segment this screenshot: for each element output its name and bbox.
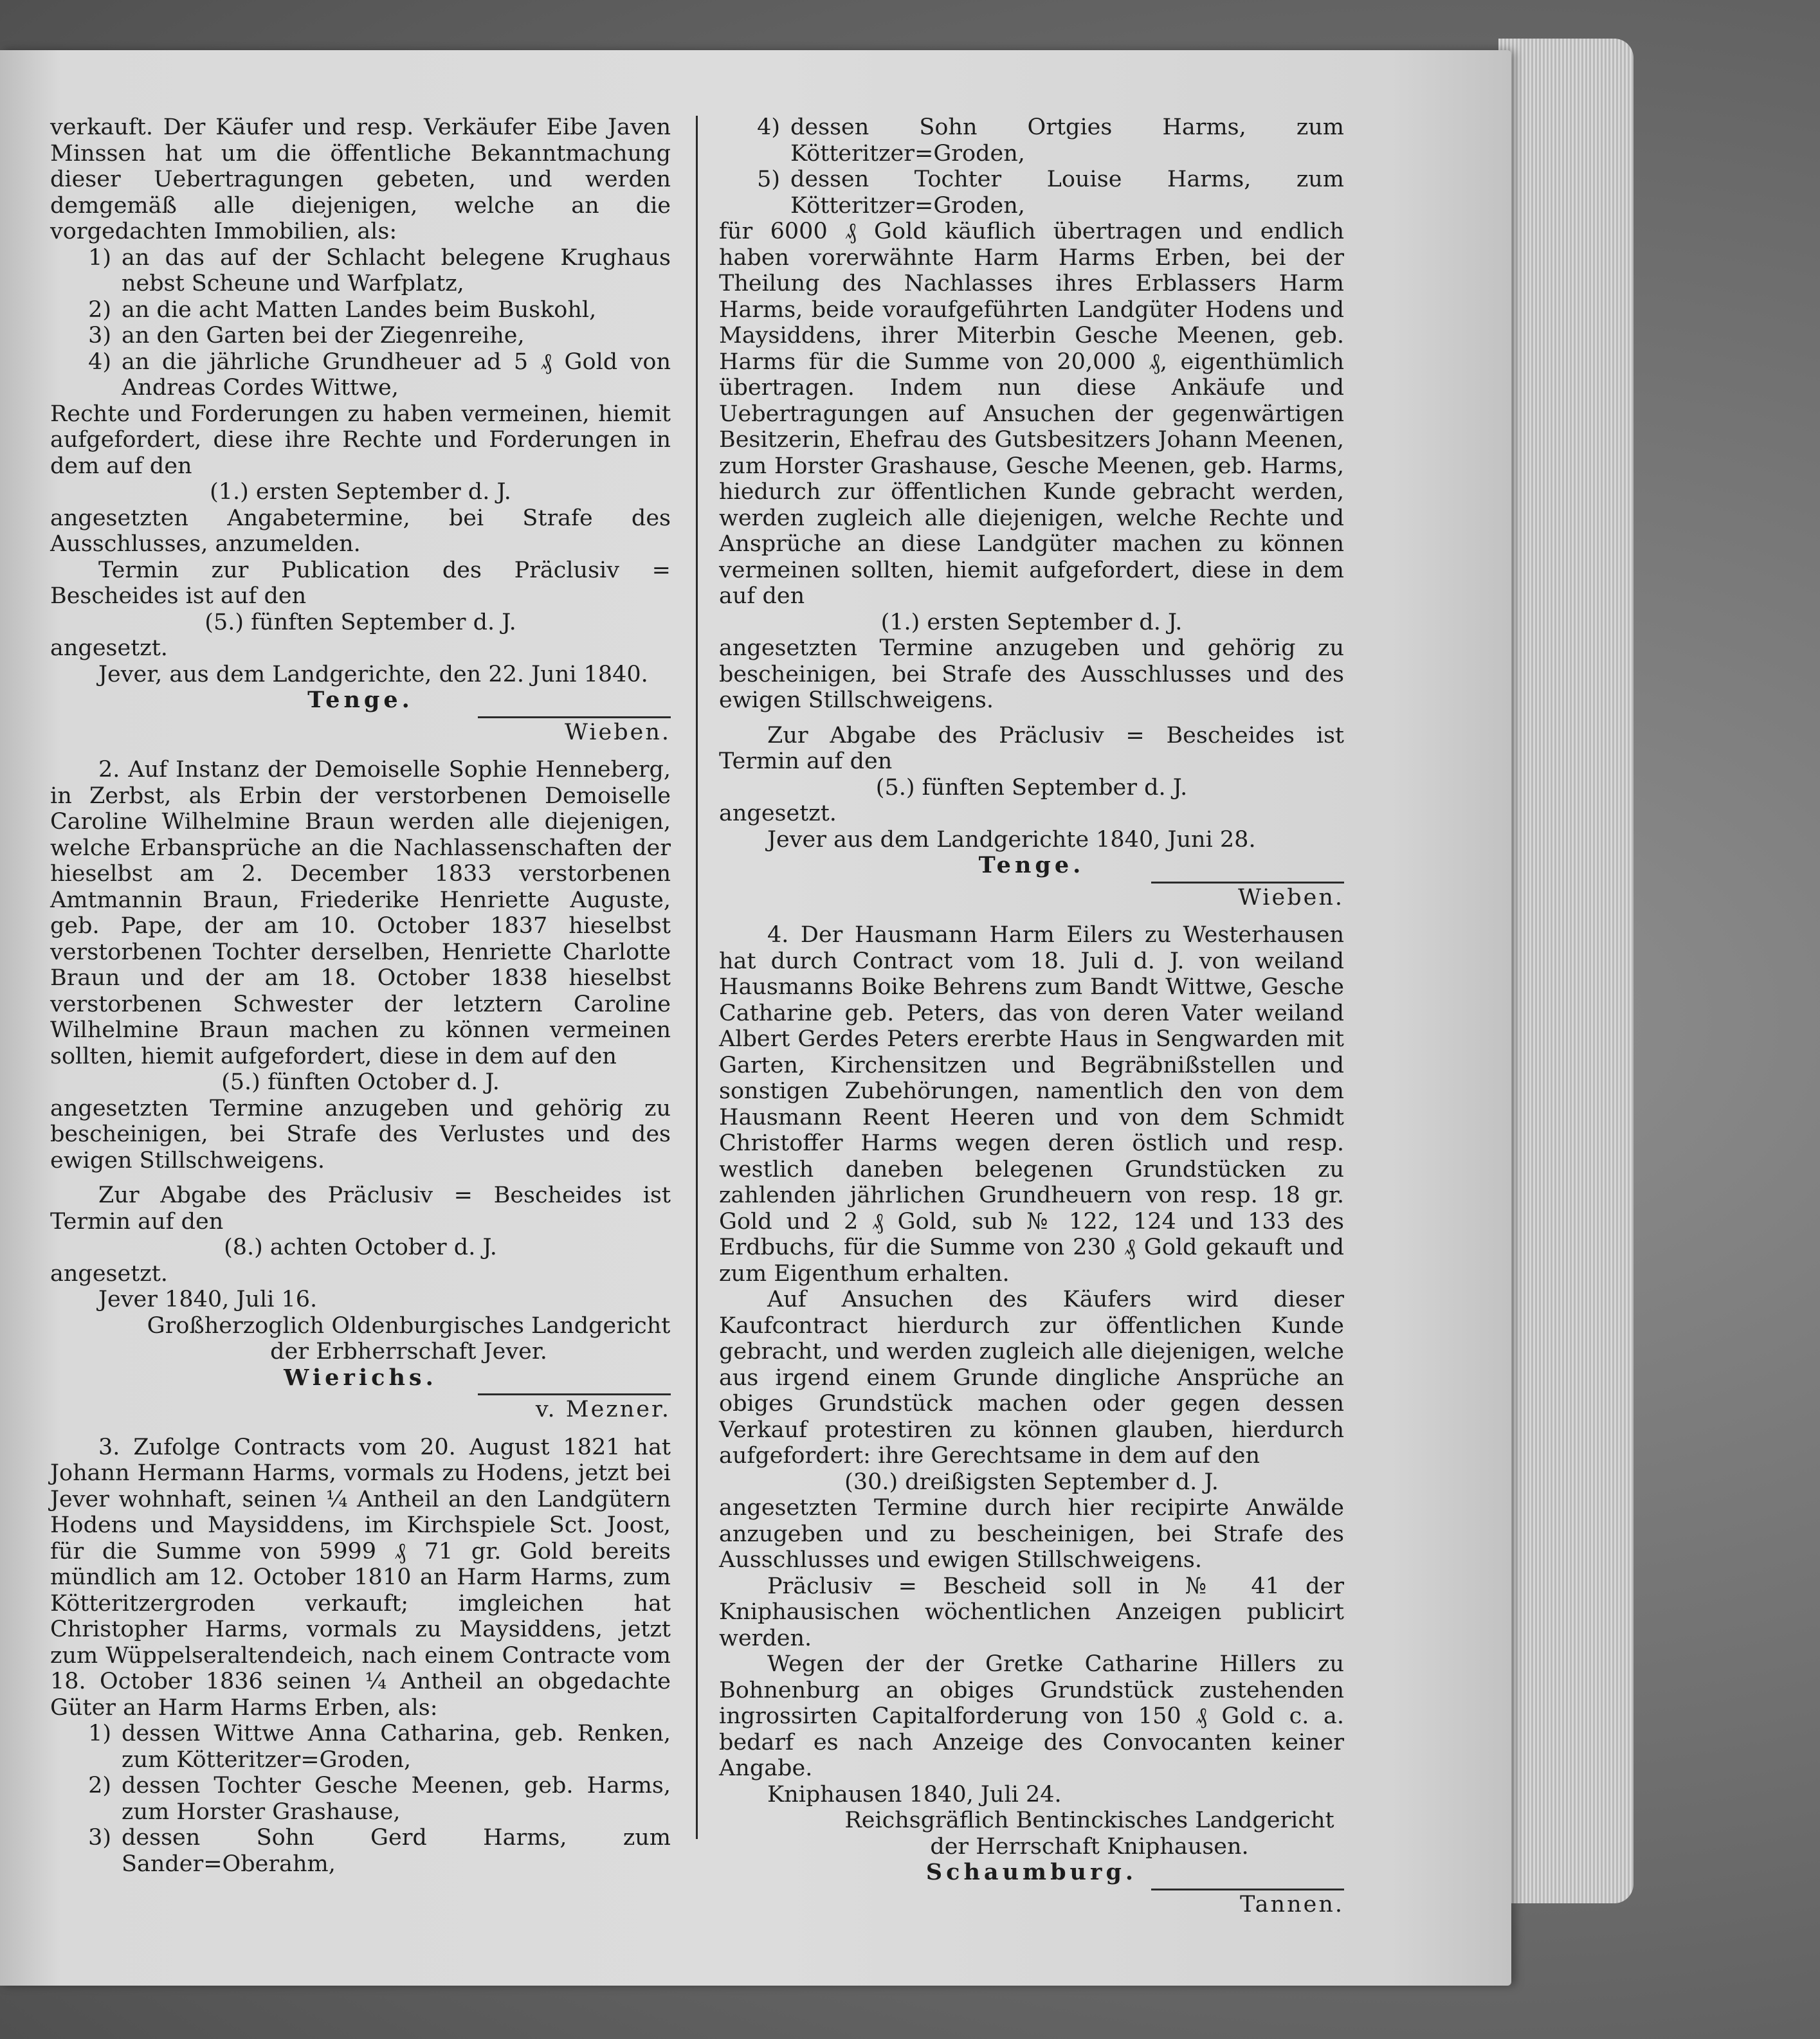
- left-paragraph-7: Zur Abgabe des Präclusiv = Bescheides ist Termin auf den: [50, 1183, 671, 1235]
- list-item: 3) an den Garten bei der Ziegenreihe,: [88, 323, 525, 349]
- signature: Tenge.: [978, 852, 1085, 878]
- newspaper-page: [0, 50, 1511, 1986]
- right-paragraph-6: angesetzten Termine durch hier recipirte Anwälde anzugeben und zu bescheinigen, bei Strafe des Ausschlusses und ewigen Stillschweigens.: [719, 1495, 1344, 1573]
- signature-rule: [478, 716, 671, 718]
- deadline-date: (5.) fünften October d. J.: [221, 1069, 500, 1095]
- right-column: [719, 114, 1344, 1917]
- notice-2: 2. Auf Instanz der Demoiselle Sophie Henneberg, in Zerbst, als Erbin der verstorbenen Demoiselle Caroline Wilhelmine Braun werden alle diejenigen, welche Erbansprüche an die Nachlassenschaften der hieselbst am 2. December 1833 verstorbenen Amtmannin Braun, Friederike Henriette Auguste, geb. Pape, der am 10. October 1837 hieselbst verstorbenen Tochter derselben, Henriette Charlotte Braun und der am 18. October 1838 hieselbst verstorbenen Schwester der letztern Caroline Wilhelmine Braun machen zu können vermeinen sollten, hiemit aufgefordert, diese in dem auf den: [50, 757, 671, 1069]
- left-paragraph-6: angesetzten Termine anzugeben und gehörig zu bescheinigen, bei Strafe des Verlustes und des ewigen Stillschweigens.: [50, 1095, 671, 1174]
- place-date-line: Jever aus dem Landgerichte 1840, Juni 28.: [767, 826, 1256, 853]
- signature-rule: [1151, 882, 1344, 884]
- signature: Wieben.: [1237, 884, 1344, 911]
- court-name: Reichsgräflich Bentinckisches Landgericht der Herrschaft Kniphausen.: [844, 1808, 1334, 1860]
- right-paragraph-5: Auf Ansuchen des Käufers wird dieser Kaufcontract hierdurch zur öffentlichen Kunde gebracht, und werden zugleich alle diejenigen, welche aus irgend einem Grunde dingliche Ansprüche an obiges Grundstück machen oder gegen dessen Verkauf protestiren zu können glauben, hierdurch aufgefordert: ihre Gerechtsame in dem auf den: [719, 1287, 1344, 1469]
- right-paragraph-8: Wegen der der Gretke Catharine Hillers zu Bohnenburg an obiges Grundstück zustehenden ingrossirten Capitalforderung von 150 ₰ Gold c. a. bedarf es nach Anzeige des Convocanten keiner Angabe.: [719, 1651, 1344, 1781]
- signature-rule: [478, 1393, 671, 1395]
- left-column: [50, 114, 671, 1877]
- column-divider: [696, 116, 698, 1839]
- signature: Schaumburg.: [925, 1859, 1138, 1885]
- list-item: 1) dessen Wittwe Anna Catharina, geb. Renken, zum Kötteritzer=Groden,: [88, 1721, 671, 1773]
- list-item: 1) an das auf der Schlacht belegene Krughaus nebst Scheune und Warfplatz,: [88, 244, 671, 296]
- signature: Tenge.: [307, 687, 414, 713]
- court-name: Großherzoglich Oldenburgisches Landgericht der Erbherrschaft Jever.: [147, 1312, 671, 1364]
- deadline-date: (5.) fünften September d. J.: [875, 774, 1188, 801]
- deadline-date: (1.) ersten September d. J.: [880, 609, 1183, 635]
- left-paragraph-4: Termin zur Publication des Präclusiv = Bescheides ist auf den: [50, 557, 671, 609]
- deadline-date: (1.) ersten September d. J.: [210, 479, 511, 505]
- signature: Wierichs.: [284, 1364, 437, 1391]
- deadline-date: (5.) fünften September d. J.: [205, 609, 516, 635]
- signature: Tannen.: [1240, 1891, 1344, 1917]
- place-date-line: Jever 1840, Juli 16.: [98, 1287, 318, 1312]
- list-item: 4) an die jährliche Grundheuer ad 5 ₰ Gold von Andreas Cordes Wittwe,: [88, 349, 671, 401]
- list-item: 3) dessen Sohn Gerd Harms, zum Sander=Oberahm,: [88, 1825, 671, 1877]
- left-paragraph-2: Rechte und Forderungen zu haben vermeinen, hiemit aufgefordert, diese ihre Rechte und Forderungen in dem auf den: [50, 401, 671, 479]
- book-page-edges: [1498, 39, 1633, 1903]
- deadline-date: (8.) achten October d. J.: [224, 1235, 497, 1260]
- list-item: 4) dessen Sohn Ortgies Harms, zum Kötteritzer=Groden,: [757, 114, 1344, 167]
- list-item: 2) an die acht Matten Landes beim Buskohl,: [88, 296, 597, 323]
- list-item: 2) dessen Tochter Gesche Meenen, geb. Harms, zum Horster Grashause,: [88, 1773, 671, 1825]
- place-date-line: Jever, aus dem Landgerichte, den 22. Juni 1840.: [98, 661, 648, 687]
- right-paragraph-4: angesetzt.: [719, 801, 837, 826]
- right-paragraph-1: für 6000 ₰ Gold käuflich übertragen und endlich haben vorerwähnte Harm Harms Erben, bei der Theilung des Nachlasses ihres Erblassers Harm Harms, beide voraufgeführten Landgüter Hodens und Maysiddens, ihrer Miterbin Gesche Meenen, geb. Harms für die Summe von 20,000 ₰, eigenthümlich übertragen. Indem nun diese Ankäufe und Uebertragungen auf Ansuchen der gegenwärtigen Besitzerin, Ehefrau des Gutsbesitzers Johann Meenen, zum Horster Grashause, Gesche Meenen, geb. Harms, hiedurch zur öffentlichen Kunde gebracht werden, werden zugleich alle diejenigen, welche Rechte und Ansprüche an diese Landgüter machen zu können vermeinen sollten, hiemit aufgefordert, diese in dem auf den: [719, 219, 1344, 609]
- left-paragraph-1: verkauft. Der Käufer und resp. Verkäufer Eibe Javen Minssen hat um die öffentliche Bekanntmachung dieser Uebertragungen gebeten, und werden demgemäß alle diejenigen, welche an die vorgedachten Immobilien, als:: [50, 114, 671, 244]
- left-paragraph-3: angesetzten Angabetermine, bei Strafe des Ausschlusses, anzumelden.: [50, 505, 671, 557]
- signature-rule: [1151, 1889, 1344, 1890]
- notice-3: 3. Zufolge Contracts vom 20. August 1821 hat Johann Hermann Harms, vormals zu Hodens, jetzt bei Jever wohnhaft, seinen ¼ Antheil an den Landgütern Hodens und Maysiddens, im Kirchspiele Sct. Joost, für die Summe von 5999 ₰ 71 gr. Gold bereits mündlich am 12. October 1810 an Harm Harms, zum Kötteritzergroden verkauft; imgleichen hat Christopher Harms, vormals zu Maysiddens, jetzt zum Wüppelseraltendeich, nach einem Contracte vom 18. October 1836 seinen ¼ Antheil an obgedachte Güter an Harm Harms Erben, als:: [50, 1434, 671, 1721]
- place-date-line: Kniphausen 1840, Juli 24.: [767, 1781, 1062, 1808]
- right-paragraph-3: Zur Abgabe des Präclusiv = Bescheides ist Termin auf den: [719, 722, 1344, 774]
- signature: v. Mezner.: [535, 1397, 671, 1422]
- deadline-date: (30.) dreißigsten September d. J.: [844, 1469, 1219, 1495]
- left-paragraph-8: angesetzt.: [50, 1260, 168, 1287]
- left-paragraph-5: angesetzt.: [50, 635, 168, 661]
- right-paragraph-2: angesetzten Termine anzugeben und gehörig zu bescheinigen, bei Strafe des Ausschlusses und des ewigen Stillschweigens.: [719, 635, 1344, 713]
- signature: Wieben.: [564, 719, 671, 745]
- right-paragraph-7: Präclusiv = Bescheid soll in № 41 der Kniphausischen wöchentlichen Anzeigen publicirt werden.: [719, 1573, 1344, 1651]
- notice-4: 4. Der Hausmann Harm Eilers zu Westerhausen hat durch Contract vom 18. Juli d. J. von weiland Hausmanns Boike Behrens zum Bandt Wittwe, Gesche Catharine geb. Peters, das von deren Vater weiland Albert Gerdes Peters ererbte Haus in Sengwarden mit Garten, Kirchensitzen und Begräbnißstellen und sonstigen Zubehörungen, namentlich den von dem Hausmann Reent Heeren und von dem Schmidt Christoffer Harms wegen deren östlich und resp. westlich daneben belegenen Grundstücken zu zahlenden jährlichen Grundheuern von resp. 18 gr. Gold und 2 ₰ Gold, sub № 122, 124 und 133 des Erdbuchs, für die Summe von 230 ₰ Gold gekauft und zum Eigenthum erhalten.: [719, 922, 1344, 1287]
- list-item: 5) dessen Tochter Louise Harms, zum Kötteritzer=Groden,: [757, 167, 1344, 219]
